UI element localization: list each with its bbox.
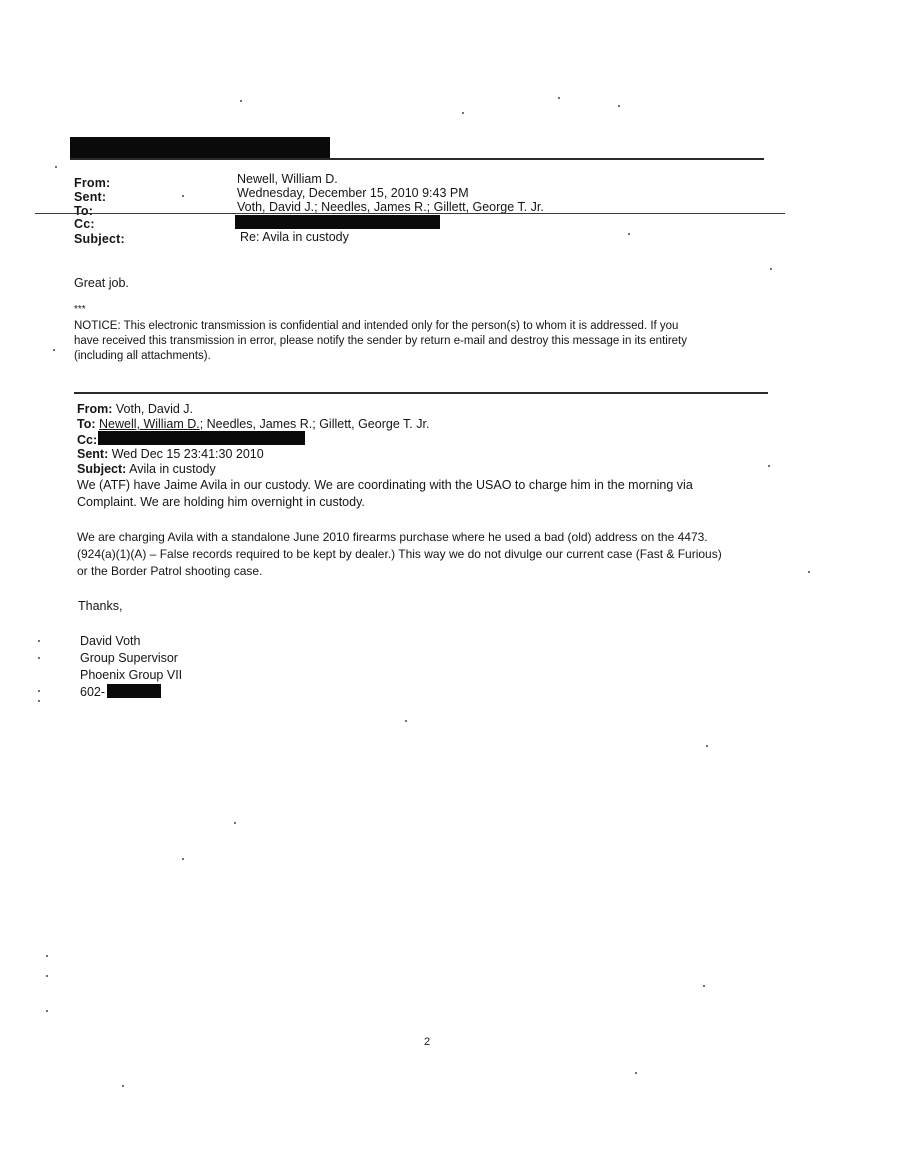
page-number: 2	[424, 1036, 431, 1048]
scan-speck	[635, 1072, 637, 1074]
cc-label: Cc:	[74, 217, 95, 231]
orig-from	[77, 402, 193, 416]
orig-to-value: Newell, William D.	[99, 417, 200, 431]
redaction-cc	[235, 215, 440, 229]
to-value: Voth, David J.; Needles, James R.; Gillett, George T. Jr.	[237, 200, 544, 214]
orig-para2-line3: or the Border Patrol shooting case.	[77, 564, 263, 578]
scan-speck	[38, 657, 40, 659]
redaction-phone	[107, 684, 161, 698]
scan-speck	[628, 233, 630, 235]
scan-speck	[462, 112, 464, 114]
scan-speck	[770, 268, 772, 270]
scan-speck	[706, 745, 708, 747]
scan-speck	[53, 349, 55, 351]
reply-body: Great job.	[74, 276, 129, 290]
sig-title: Group Supervisor	[80, 651, 178, 665]
scan-speck	[703, 985, 705, 987]
scan-speck	[55, 166, 57, 168]
from-value: Newell, William D.	[237, 172, 338, 186]
orig-to-label: To:	[77, 417, 96, 431]
from-label: From:	[74, 176, 111, 190]
orig-from-value: Voth, David J.	[115, 402, 194, 416]
scan-speck	[46, 955, 48, 957]
orig-subject-label: Subject:	[77, 462, 127, 476]
scan-speck	[46, 1010, 48, 1012]
scan-speck	[768, 465, 770, 467]
sent-label: Sent:	[74, 190, 107, 204]
orig-cc-label: Cc:	[77, 433, 98, 447]
redaction-header-name	[70, 137, 330, 159]
scan-speck	[38, 700, 40, 702]
header-rule	[70, 158, 764, 160]
orig-sent	[77, 447, 264, 461]
sig-group: Phoenix Group VII	[80, 668, 183, 682]
notice-line-3: (including all attachments).	[74, 350, 211, 362]
orig-from-label: From:	[77, 402, 113, 416]
orig-to-rest: ; Needles, James R.; Gillett, George T. Jr.	[199, 417, 430, 431]
subject-label: Subject:	[74, 232, 125, 246]
sent-value: Wednesday, December 15, 2010 9:43 PM	[237, 186, 469, 200]
sig-name: David Voth	[80, 634, 141, 648]
scan-speck	[618, 105, 620, 107]
scan-speck	[182, 858, 184, 860]
orig-para1-line1: We (ATF) have Jaime Avila in our custody. We are coordinating with the USAO to charge him in the morning via	[77, 478, 693, 492]
scan-speck	[234, 822, 236, 824]
scan-speck	[38, 690, 40, 692]
orig-subject-value: Avila in custody	[129, 462, 216, 476]
message-separator	[74, 392, 768, 394]
orig-to	[77, 417, 429, 431]
sig-phone-prefix: 602-	[80, 685, 106, 699]
scan-speck	[405, 720, 407, 722]
scan-speck	[808, 571, 810, 573]
scan-speck	[240, 100, 242, 102]
notice-line-2: have received this transmission in error, please notify the sender by return e-mail and destroy this message in its entirety	[74, 335, 687, 347]
orig-sent-value: Wed Dec 15 23:41:30 2010	[111, 447, 264, 461]
scan-speck	[122, 1085, 124, 1087]
orig-subject	[77, 462, 216, 476]
scan-speck	[46, 975, 48, 977]
subject-value: Re: Avila in custody	[240, 230, 349, 244]
scan-speck	[558, 97, 560, 99]
redaction-orig-cc	[98, 431, 305, 445]
orig-para1-line2: Complaint. We are holding him overnight in custody.	[77, 495, 365, 509]
to-underline	[35, 213, 785, 214]
orig-para2-line1: We are charging Avila with a standalone June 2010 firearms purchase where he used a bad (old) address on the 4473.	[77, 530, 708, 544]
orig-para2-line2: (924(a)(1)(A) – False records required to be kept by dealer.) This way we do not divulge our current case (Fast & Furious)	[77, 547, 722, 561]
scan-speck	[182, 195, 184, 197]
orig-thanks: Thanks,	[78, 599, 123, 613]
notice-stars: ***	[74, 304, 86, 315]
orig-sent-label: Sent:	[77, 447, 109, 461]
notice-line-1: NOTICE: This electronic transmission is confidential and intended only for the person(s) to whom it is addressed. If you	[74, 320, 679, 332]
to-label: To:	[74, 204, 94, 218]
scan-speck	[38, 640, 40, 642]
